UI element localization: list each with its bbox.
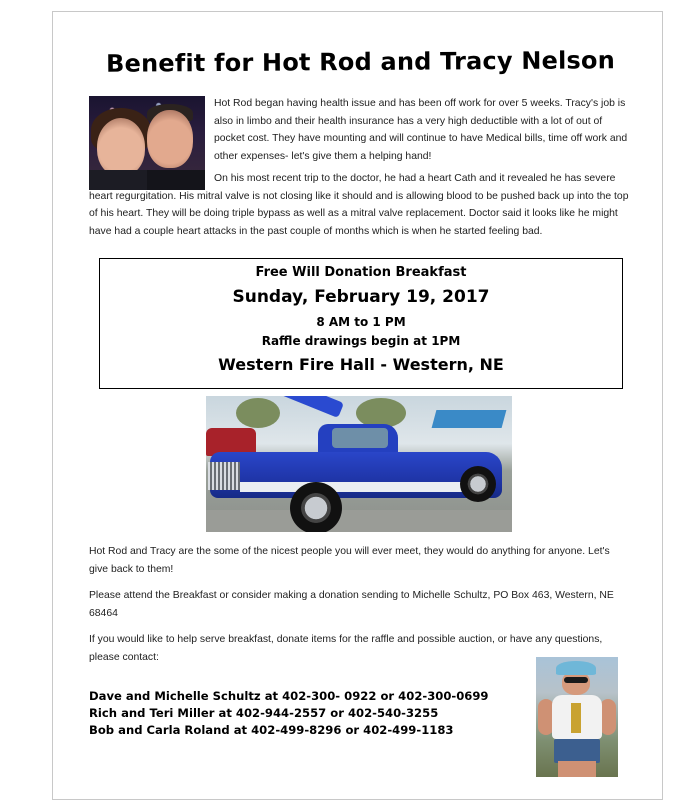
event-time: 8 AM to 1 PM — [316, 315, 406, 329]
page-title: Benefit for Hot Rod and Tracy Nelson — [105, 46, 616, 78]
event-date: Sunday, February 19, 2017 — [232, 287, 490, 307]
event-heading: Free Will Donation Breakfast — [255, 265, 467, 280]
event-raffle: Raffle drawings begin at 1PM — [261, 334, 461, 348]
contact-line: Dave and Michelle Schultz at 402-300- 0922 or 402-300-0699 — [89, 689, 489, 703]
contact-list — [89, 688, 488, 739]
contact-line: Rich and Teri Miller at 402-944-2557 or 402-540-3255 — [89, 706, 439, 720]
intro-paragraph-2: On his most recent trip to the doctor, he had a heart Cath and it revealed he has severe heart regurgitation. His mitral valve is not closing like it should and is allowing blood to be pushed back up into the top of his heart. They will be doing triple bypass as well as a mitral valve replacement. Doctor said it looks like he might have had a couple heart attacks in the past couple of months which is when he started feeling bad. — [89, 173, 629, 237]
closing-paragraph-3: If you would like to help serve breakfast, donate items for the raffle and possible auction, or have any questions, please contact: — [89, 634, 603, 663]
closing-paragraph-2: Please attend the Breakfast or consider making a donation sending to Michelle Schultz, PO Box 463, Western, NE 68464 — [89, 590, 614, 619]
intro-paragraph-1: Hot Rod began having health issue and has been off work for over 5 weeks. Tracy's job is also in limbo and their health insurance has a very high deductible with a lot of out of pocket cost. They have mounting and will continue to have Medical bills, time off work and other expenses- let's give them a helping hand! — [214, 98, 628, 162]
contact-line: Bob and Carla Roland at 402-499-8296 or 402-499-1183 — [89, 723, 454, 737]
truck-photo — [206, 396, 512, 532]
man-photo — [536, 657, 618, 777]
event-details-box — [99, 258, 623, 389]
event-location: Western Fire Hall - Western, NE — [218, 355, 504, 374]
closing-paragraph-1: Hot Rod and Tracy are the some of the nicest people you will ever meet, they would do anything for anyone. Let's give back to them! — [89, 546, 610, 575]
